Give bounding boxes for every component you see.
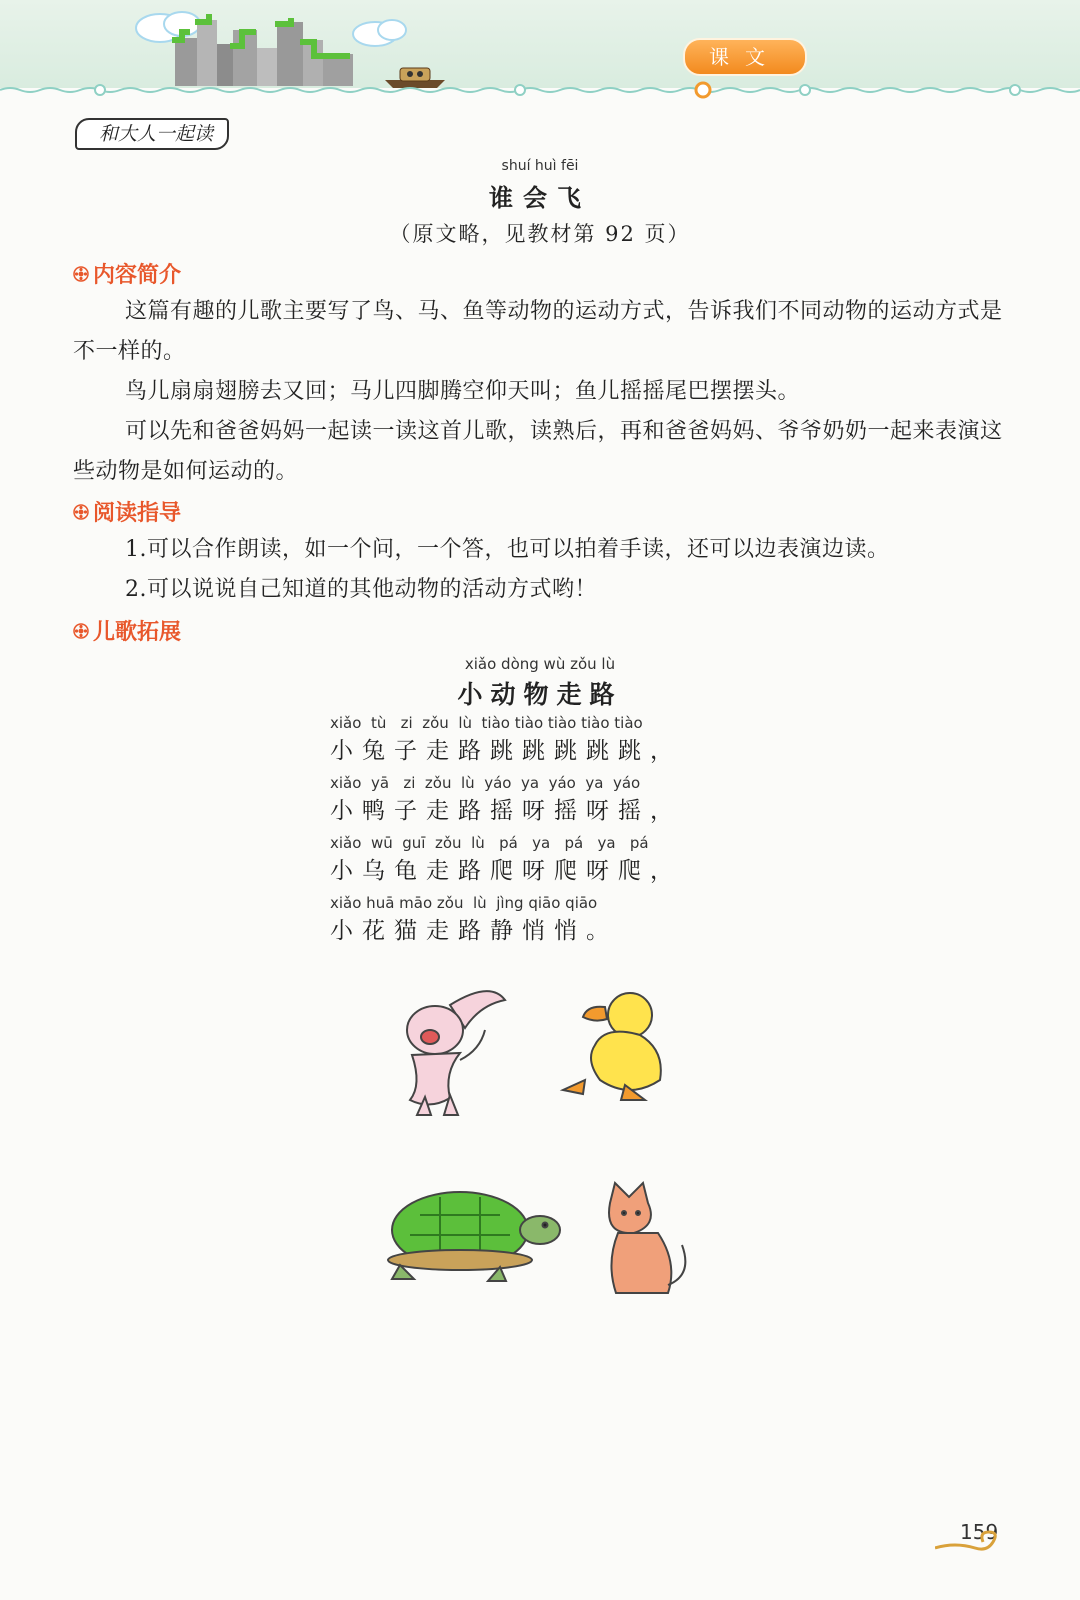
duck-icon bbox=[563, 993, 661, 1100]
poem-line-text: 小乌龟走路爬呀爬呀爬， bbox=[330, 858, 682, 884]
page-header bbox=[0, 0, 1080, 105]
poem-title: 小动物走路 bbox=[457, 680, 623, 709]
poem-line-pinyin: xiǎo huā māo zǒu lù jìng qiāo qiāo bbox=[330, 894, 598, 912]
lesson-title: 谁会飞 bbox=[489, 184, 591, 212]
flower-bullet-icon bbox=[73, 266, 89, 282]
flower-bullet-icon bbox=[73, 623, 89, 639]
poem-title-pinyin: xiǎo dòng wù zǒu lù bbox=[464, 655, 616, 673]
section-heading-label: 阅读指导 bbox=[93, 501, 182, 526]
intro-paragraph-2: 鸟儿扇扇翅膀去又回；马儿四脚腾空仰天叫；鱼儿摇摇尾巴摆摆头。 bbox=[125, 379, 801, 404]
intro-paragraph-3: 可以先和爸爸妈妈一起读一读这首儿歌，读熟后，再和爸爸妈妈、爷爷奶奶一起来表演这些动物是如何运动的。 bbox=[73, 419, 1003, 484]
cat-icon bbox=[609, 1183, 685, 1293]
poem-line-text: 小花猫走路静悄悄。 bbox=[330, 918, 618, 944]
chapter-tab: 课文 bbox=[683, 38, 807, 76]
poem-line bbox=[330, 774, 750, 825]
poem-line bbox=[330, 894, 750, 945]
city-skyline-icon bbox=[172, 14, 353, 86]
header-decoration bbox=[0, 0, 1080, 105]
section-heading-guide bbox=[73, 496, 181, 527]
intro-paragraph-1: 这篇有趣的儿歌主要写了鸟、马、鱼等动物的运动方式，告诉我们不同动物的运动方式是不一样的。 bbox=[73, 299, 1003, 364]
lesson-note: （原文略，见教材第 92 页） bbox=[389, 222, 691, 246]
lesson-title-pinyin: shuí huì fēi bbox=[501, 158, 579, 174]
read-together-badge: 和大人一起读 bbox=[75, 118, 229, 150]
poem-line bbox=[330, 834, 750, 885]
poem-line-pinyin: xiǎo wū guī zǒu lù pá ya pá ya pá bbox=[330, 834, 649, 852]
rabbit-icon bbox=[407, 991, 505, 1115]
guide-paragraph-1: 1.可以合作朗读，如一个问，一个答，也可以拍着手读，还可以边表演边读。 bbox=[125, 537, 890, 562]
section-heading-label: 儿歌拓展 bbox=[93, 620, 182, 645]
poem-line bbox=[330, 714, 750, 765]
poem-line-pinyin: xiǎo yā zi zǒu lù yáo ya yáo ya yáo bbox=[330, 774, 641, 792]
poem-line-pinyin: xiǎo tù zi zǒu lù tiào tiào tiào tiào tiào bbox=[330, 714, 643, 732]
boat-icon bbox=[385, 68, 445, 88]
page-swirl-icon bbox=[935, 1530, 1015, 1560]
section-heading-intro bbox=[73, 258, 181, 289]
turtle-icon bbox=[388, 1192, 560, 1281]
animals-illustration bbox=[380, 985, 720, 1325]
section-heading-label: 内容简介 bbox=[93, 263, 182, 288]
poem-line-text: 小兔子走路跳跳跳跳跳， bbox=[330, 738, 682, 764]
poem-line-text: 小鸭子走路摇呀摇呀摇， bbox=[330, 798, 682, 824]
flower-bullet-icon bbox=[73, 504, 89, 520]
page-number: 159 bbox=[960, 1520, 999, 1544]
tab-pin-icon bbox=[696, 83, 710, 97]
section-heading-extend bbox=[73, 615, 181, 646]
guide-paragraph-2: 2.可以说说自己知道的其他动物的活动方式哟！ bbox=[125, 577, 597, 602]
